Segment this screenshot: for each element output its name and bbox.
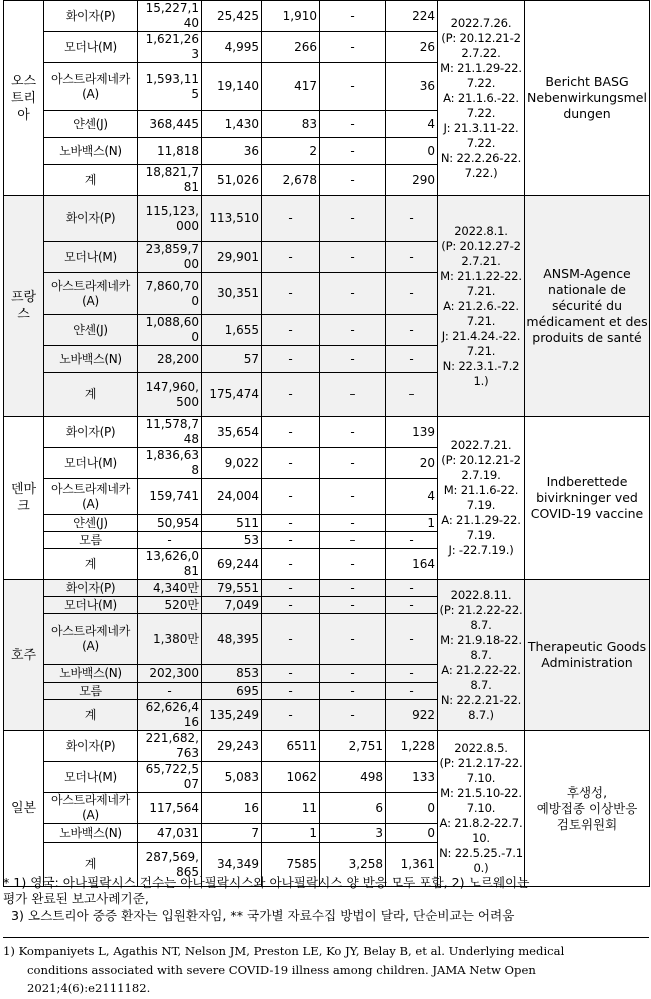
vaccine-cell: 계 xyxy=(44,373,138,417)
data-period-cell: 2022.8.1. (P: 20.12.27-22.7.21. M: 21.1.22-22.7.21. A: 21.2.6.-22.7.21. J: 21.4.24.-22.7.21. N: 22.3.1.-7.21.) xyxy=(438,196,525,417)
vaccine-cell: 모더나(M) xyxy=(44,762,138,793)
value-cell: 511 xyxy=(202,515,262,532)
value-cell: - xyxy=(320,315,386,346)
value-cell: 7 xyxy=(202,824,262,843)
table-row xyxy=(4,580,650,597)
value-cell: 5,083 xyxy=(202,762,262,793)
value-cell: 147,960,500 xyxy=(138,373,202,417)
value-cell: 24,004 xyxy=(202,479,262,515)
value-cell: - xyxy=(386,315,438,346)
data-period-cell: 2022.8.5. (P: 21.2.17-22.7.10. M: 21.5.10-22.7.10. A: 21.8.2-22.7.10. N: 22.5.25.-7.10.) xyxy=(438,731,525,887)
vaccine-cell: 모더나(M) xyxy=(44,242,138,273)
country-cell: 호주 xyxy=(4,580,44,731)
value-cell: - xyxy=(262,373,320,417)
vaccine-cell: 노바백스(N) xyxy=(44,665,138,683)
value-cell: 2 xyxy=(262,138,320,165)
value-cell: - xyxy=(262,448,320,479)
value-cell: - xyxy=(320,665,386,683)
value-cell: 115,123,000 xyxy=(138,196,202,242)
value-cell: - xyxy=(262,515,320,532)
value-cell: 3 xyxy=(320,824,386,843)
reference-block xyxy=(3,942,647,998)
footnote-line-2: 평가 완료된 보고사례기준, xyxy=(3,891,149,906)
value-cell: 25,425 xyxy=(202,1,262,32)
value-cell: 53 xyxy=(202,532,262,549)
value-cell: 290 xyxy=(386,165,438,196)
table-row xyxy=(4,417,650,448)
value-cell: 1,361 xyxy=(386,843,438,887)
value-cell: - xyxy=(320,273,386,315)
value-cell: 34,349 xyxy=(202,843,262,887)
value-cell: 2,751 xyxy=(320,731,386,762)
value-cell: - xyxy=(262,683,320,700)
data-period-cell: 2022.8.11. (P: 21.2.22-22.8.7. M: 21.9.18-22.8.7. A: 21.2.22-22.8.7. N: 22.2.21-22.8.7.) xyxy=(438,580,525,731)
value-cell: 7,049 xyxy=(202,597,262,614)
value-cell: - xyxy=(262,549,320,580)
value-cell: - xyxy=(386,614,438,665)
value-cell: - xyxy=(320,242,386,273)
value-cell: - xyxy=(262,273,320,315)
value-cell: 11 xyxy=(262,793,320,824)
value-cell: 695 xyxy=(202,683,262,700)
vaccine-cell: 모더나(M) xyxy=(44,32,138,63)
value-cell: - xyxy=(386,597,438,614)
value-cell: - xyxy=(320,448,386,479)
value-cell: - xyxy=(320,614,386,665)
value-cell: 202,300 xyxy=(138,665,202,683)
vaccine-cell: 화이자(P) xyxy=(44,580,138,597)
value-cell: 4,340만 xyxy=(138,580,202,597)
value-cell: - xyxy=(320,683,386,700)
value-cell: 139 xyxy=(386,417,438,448)
value-cell: - xyxy=(386,346,438,373)
value-cell: 0 xyxy=(386,138,438,165)
value-cell: 1,228 xyxy=(386,731,438,762)
vaccine-cell: 화이자(P) xyxy=(44,1,138,32)
value-cell: - xyxy=(320,346,386,373)
value-cell: 13,626,081 xyxy=(138,549,202,580)
value-cell: 19,140 xyxy=(202,63,262,111)
value-cell: - xyxy=(320,515,386,532)
value-cell: 23,859,700 xyxy=(138,242,202,273)
value-cell: - xyxy=(320,165,386,196)
value-cell: 35,654 xyxy=(202,417,262,448)
reference-line-3: 2021;4(6):e2111182. xyxy=(27,981,151,995)
value-cell: 1,655 xyxy=(202,315,262,346)
table-row xyxy=(4,196,650,242)
value-cell: 36 xyxy=(202,138,262,165)
value-cell: 1,836,638 xyxy=(138,448,202,479)
value-cell: - xyxy=(386,665,438,683)
data-period-cell: 2022.7.21. (P: 20.12.21-22.7.19. M: 21.1.6-22.7.19. A: 21.1.29-22.7.19. J: -22.7.19.) xyxy=(438,417,525,580)
value-cell: - xyxy=(262,196,320,242)
value-cell: - xyxy=(320,597,386,614)
value-cell: - xyxy=(262,417,320,448)
value-cell: - xyxy=(320,549,386,580)
value-cell: - xyxy=(386,273,438,315)
value-cell: - xyxy=(138,532,202,549)
value-cell: 15,227,140 xyxy=(138,1,202,32)
table-row xyxy=(4,731,650,762)
data-source-cell: Bericht BASG Nebenwirkungsmeldungen xyxy=(525,1,650,196)
value-cell: 48,395 xyxy=(202,614,262,665)
value-cell: - xyxy=(262,532,320,549)
value-cell: 11,578,748 xyxy=(138,417,202,448)
vaccine-cell: 노바백스(N) xyxy=(44,824,138,843)
value-cell: 853 xyxy=(202,665,262,683)
data-period-cell: 2022.7.26. (P: 20.12.21-22.7.22. M: 21.1.29-22.7.22. A: 21.1.6.-22.7.22. J: 21.3.11-22.7.22. N: 22.2.26-22.7.22.) xyxy=(438,1,525,196)
vaccine-cell: 화이자(P) xyxy=(44,196,138,242)
value-cell: 29,243 xyxy=(202,731,262,762)
vaccine-cell: 노바백스(N) xyxy=(44,346,138,373)
value-cell: 1,621,263 xyxy=(138,32,202,63)
value-cell: 0 xyxy=(386,824,438,843)
value-cell: - xyxy=(138,683,202,700)
value-cell: 221,682,763 xyxy=(138,731,202,762)
value-cell: 26 xyxy=(386,32,438,63)
vaccine-cell: 아스트라제네카(A) xyxy=(44,273,138,315)
value-cell: - xyxy=(262,614,320,665)
value-cell: 28,200 xyxy=(138,346,202,373)
vaccine-cell: 계 xyxy=(44,165,138,196)
value-cell: 113,510 xyxy=(202,196,262,242)
vaccine-cell: 노바백스(N) xyxy=(44,138,138,165)
country-cell: 프랑스 xyxy=(4,196,44,417)
value-cell: - xyxy=(320,700,386,731)
value-cell: 6511 xyxy=(262,731,320,762)
vaccine-cell: 얀센(J) xyxy=(44,315,138,346)
reference-line-1: 1) Kompaniyets L, Agathis NT, Nelson JM, Preston LE, Ko JY, Belay B, et al. Underlying medical xyxy=(3,944,565,958)
vaccine-cell: 계 xyxy=(44,843,138,887)
reference-line-2: conditions associated with severe COVID-19 illness among children. JAMA Netw Open xyxy=(27,962,536,977)
value-cell: - xyxy=(262,665,320,683)
value-cell: - xyxy=(262,242,320,273)
vaccine-cell: 모더나(M) xyxy=(44,597,138,614)
value-cell: 4 xyxy=(386,111,438,138)
country-cell: 일본 xyxy=(4,731,44,887)
value-cell: 36 xyxy=(386,63,438,111)
value-cell: 287,569,865 xyxy=(138,843,202,887)
value-cell: 9,022 xyxy=(202,448,262,479)
value-cell: 83 xyxy=(262,111,320,138)
value-cell: 135,249 xyxy=(202,700,262,731)
country-cell: 덴마크 xyxy=(4,417,44,580)
value-cell: - xyxy=(386,242,438,273)
table-row xyxy=(4,1,650,32)
value-cell: 20 xyxy=(386,448,438,479)
vaccine-cell: 화이자(P) xyxy=(44,417,138,448)
value-cell: 368,445 xyxy=(138,111,202,138)
value-cell: - xyxy=(320,479,386,515)
vaccine-cell: 모더나(M) xyxy=(44,448,138,479)
value-cell: 3,258 xyxy=(320,843,386,887)
value-cell: 417 xyxy=(262,63,320,111)
value-cell: 65,722,507 xyxy=(138,762,202,793)
value-cell: - xyxy=(386,683,438,700)
value-cell: 16 xyxy=(202,793,262,824)
vaccine-adverse-event-table xyxy=(3,0,650,887)
value-cell: – xyxy=(386,373,438,417)
value-cell: 175,474 xyxy=(202,373,262,417)
value-cell: 266 xyxy=(262,32,320,63)
value-cell: 159,741 xyxy=(138,479,202,515)
value-cell: 11,818 xyxy=(138,138,202,165)
value-cell: - xyxy=(320,580,386,597)
vaccine-cell: 모름 xyxy=(44,532,138,549)
data-source-cell: ANSM-Agence nationale de sécurité du médicament et des produits de santé xyxy=(525,196,650,417)
value-cell: - xyxy=(262,346,320,373)
vaccine-cell: 아스트라제네카(A) xyxy=(44,479,138,515)
value-cell: 30,351 xyxy=(202,273,262,315)
value-cell: 50,954 xyxy=(138,515,202,532)
value-cell: 520만 xyxy=(138,597,202,614)
value-cell: - xyxy=(386,580,438,597)
value-cell: 69,244 xyxy=(202,549,262,580)
value-cell: 164 xyxy=(386,549,438,580)
value-cell: - xyxy=(320,1,386,32)
value-cell: 117,564 xyxy=(138,793,202,824)
value-cell: 1,593,115 xyxy=(138,63,202,111)
value-cell: 1,430 xyxy=(202,111,262,138)
value-cell: 51,026 xyxy=(202,165,262,196)
value-cell: 1062 xyxy=(262,762,320,793)
value-cell: 7,860,700 xyxy=(138,273,202,315)
value-cell: 133 xyxy=(386,762,438,793)
vaccine-cell: 아스트라제네카(A) xyxy=(44,614,138,665)
value-cell: - xyxy=(262,315,320,346)
value-cell: 1 xyxy=(262,824,320,843)
value-cell: 2,678 xyxy=(262,165,320,196)
value-cell: - xyxy=(320,32,386,63)
value-cell: - xyxy=(386,532,438,549)
value-cell: - xyxy=(262,479,320,515)
value-cell: 0 xyxy=(386,793,438,824)
footnote-line-3: 3) 오스트리아 중증 환자는 입원환자임, ** 국가별 자료수집 방법이 달라, 단순비교는 어려움 xyxy=(3,908,515,923)
value-cell: – xyxy=(320,373,386,417)
value-cell: 62,626,416 xyxy=(138,700,202,731)
value-cell: - xyxy=(320,417,386,448)
value-cell: 47,031 xyxy=(138,824,202,843)
value-cell: – xyxy=(320,532,386,549)
value-cell: 498 xyxy=(320,762,386,793)
data-source-cell: Indberettede bivirkninger ved COVID-19 vaccine xyxy=(525,417,650,580)
value-cell: 224 xyxy=(386,1,438,32)
value-cell: 79,551 xyxy=(202,580,262,597)
value-cell: 1 xyxy=(386,515,438,532)
value-cell: - xyxy=(262,580,320,597)
value-cell: 1,910 xyxy=(262,1,320,32)
data-source-cell: Therapeutic Goods Administration xyxy=(525,580,650,731)
data-source-cell: 후생성, 예방접종 이상반응 검토위원회 xyxy=(525,731,650,887)
value-cell: - xyxy=(320,111,386,138)
vaccine-cell: 아스트라제네카(A) xyxy=(44,63,138,111)
value-cell: 4,995 xyxy=(202,32,262,63)
value-cell: 29,901 xyxy=(202,242,262,273)
value-cell: 6 xyxy=(320,793,386,824)
vaccine-cell: 얀센(J) xyxy=(44,111,138,138)
value-cell: - xyxy=(320,63,386,111)
value-cell: 922 xyxy=(386,700,438,731)
value-cell: 1,088,600 xyxy=(138,315,202,346)
vaccine-cell: 모름 xyxy=(44,683,138,700)
value-cell: - xyxy=(320,138,386,165)
value-cell: 4 xyxy=(386,479,438,515)
country-cell: 오스트리아 xyxy=(4,1,44,196)
value-cell: - xyxy=(262,700,320,731)
footnote-line-1: * 1) 영국: 아나필락시스 건수는 아나필락시스와 아나필락시스 양 반응 모두 포함, 2) 노르웨이는 xyxy=(3,875,530,890)
value-cell: - xyxy=(386,196,438,242)
value-cell: - xyxy=(320,196,386,242)
vaccine-cell: 계 xyxy=(44,700,138,731)
value-cell: 18,821,781 xyxy=(138,165,202,196)
vaccine-cell: 아스트라제네카(A) xyxy=(44,793,138,824)
value-cell: 1,380만 xyxy=(138,614,202,665)
vaccine-cell: 얀센(J) xyxy=(44,515,138,532)
value-cell: 57 xyxy=(202,346,262,373)
vaccine-cell: 화이자(P) xyxy=(44,731,138,762)
value-cell: 7585 xyxy=(262,843,320,887)
reference-separator xyxy=(3,937,649,938)
value-cell: - xyxy=(262,597,320,614)
vaccine-cell: 계 xyxy=(44,549,138,580)
